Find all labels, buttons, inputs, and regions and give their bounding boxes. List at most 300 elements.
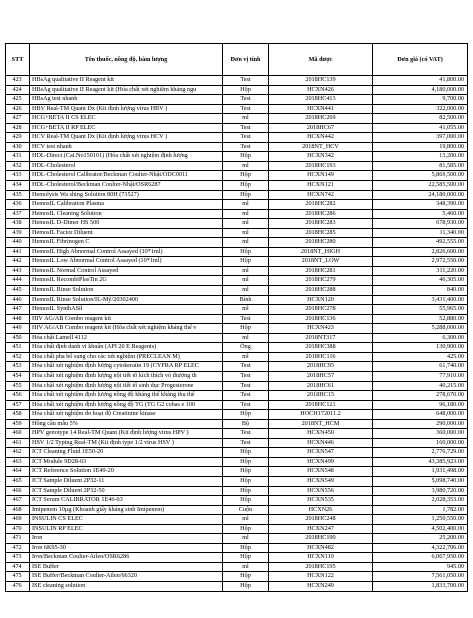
- row-name: Hóa chất xét nghiệm định lượng nội tiết tố sinh dục Progesterone: [30, 381, 223, 391]
- row-unit: ml: [223, 228, 269, 238]
- row-unit: Hộp: [223, 257, 269, 267]
- row-unit: Hộp: [223, 85, 269, 95]
- row-price: 25,200.00: [373, 534, 468, 544]
- row-stt: 452: [6, 352, 30, 362]
- row-code: HCXN342: [269, 152, 373, 162]
- row-price: 7,561,050.00: [373, 572, 468, 582]
- row-stt: 446: [6, 295, 30, 305]
- row-name: Hóa chất pha bổ sung cho các xét nghiệm (PRECLEAN M): [30, 352, 223, 362]
- row-price: 492,555.00: [373, 238, 468, 248]
- row-price: 40,215.00: [373, 381, 468, 391]
- header-name: Tên thuốc, nồng độ, hàm lượng: [30, 44, 223, 76]
- row-price: 945.00: [373, 562, 468, 572]
- row-code: 2018NT_HCM: [269, 419, 373, 429]
- row-price: 82,500.00: [373, 114, 468, 124]
- row-unit: Test: [223, 371, 269, 381]
- row-name: HPV genotype 14 Real-TM Quant (Kit định lượng virus HPV ): [30, 429, 223, 439]
- table-row: [6, 333, 468, 343]
- row-stt: 454: [6, 371, 30, 381]
- row-unit: Hộp: [223, 410, 269, 420]
- row-unit: Test: [223, 133, 269, 143]
- table-row: [6, 104, 468, 114]
- row-name: Hóa chất Lamell 4112: [30, 333, 223, 343]
- header-price: Đơn giá (có VAT): [373, 44, 468, 76]
- table-row: [6, 219, 468, 229]
- table-row: [6, 266, 468, 276]
- row-unit: ml: [223, 209, 269, 219]
- row-name: HemosIL D-Dimer HS 500: [30, 219, 223, 229]
- table-row: [6, 476, 468, 486]
- row-stt: 461: [6, 438, 30, 448]
- table-row: [6, 524, 468, 534]
- row-unit: ml: [223, 515, 269, 525]
- row-name: HCG+BETA II RP ELEC: [30, 123, 223, 133]
- table-row: [6, 400, 468, 410]
- row-stt: 424: [6, 85, 30, 95]
- row-code: HCXN556: [269, 486, 373, 496]
- table-row: [6, 123, 468, 133]
- row-stt: 436: [6, 200, 30, 210]
- row-price: 4,502,400.00: [373, 524, 468, 534]
- row-code: HCXN249: [269, 581, 373, 591]
- row-stt: 476: [6, 581, 30, 591]
- row-name: ISE Buffer/Beckman Coulter-Ailen/66320: [30, 572, 223, 582]
- row-stt: 423: [6, 76, 30, 86]
- row-name: Hemolysis Wa shing Solution 80H (73527): [30, 190, 223, 200]
- table-row: [6, 496, 468, 506]
- table-row: [6, 209, 468, 219]
- row-name: ICT Reference Solution 1E49-20: [30, 467, 223, 477]
- row-stt: 465: [6, 476, 30, 486]
- table-row: [6, 200, 468, 210]
- row-unit: ml: [223, 266, 269, 276]
- row-name: ISE cleaning solution: [30, 581, 223, 591]
- row-code: HCXN450: [269, 429, 373, 439]
- row-name: Hồng cầu mẫu 5%: [30, 419, 223, 429]
- table-row: [6, 467, 468, 477]
- row-stt: 438: [6, 219, 30, 229]
- table-row: [6, 161, 468, 171]
- row-name: HIV AG/AB Combo reagent kit: [30, 314, 223, 324]
- row-unit: Cuộn: [223, 505, 269, 515]
- row-name: Hóa chất xét nghiệm định lượng nồng độ kháng thể kháng thụ thể: [30, 391, 223, 401]
- row-price: 1,782.00: [373, 505, 468, 515]
- row-price: 81,585.00: [373, 161, 468, 171]
- row-name: HemosIL Rinse Solution/IL-Mỹ/20302400: [30, 295, 223, 305]
- row-stt: 442: [6, 257, 30, 267]
- table-row: [6, 305, 468, 315]
- row-unit: Hộp: [223, 553, 269, 563]
- row-price: 41,800.00: [373, 76, 468, 86]
- row-price: 160,000.00: [373, 438, 468, 448]
- table-row: [6, 276, 468, 286]
- row-name: HemosIL RecombiPlasTin 2G: [30, 276, 223, 286]
- table-row: [6, 295, 468, 305]
- row-price: 2,776,729.00: [373, 448, 468, 458]
- row-price: 278,670.00: [373, 391, 468, 401]
- row-stt: 462: [6, 448, 30, 458]
- row-name: HemosIL Cleaning Solution: [30, 209, 223, 219]
- row-name: HCV Real-TM Quant Dx (Kit định lượng virus HCV ): [30, 133, 223, 143]
- row-stt: 460: [6, 429, 30, 439]
- row-name: HSV 1/2 Typing Real-TM (Kit định type 1/2 virus HSV ): [30, 438, 223, 448]
- row-price: 43,385,923.00: [373, 457, 468, 467]
- row-code: HCXN535: [269, 496, 373, 506]
- header-code: Mã được: [269, 44, 373, 76]
- row-unit: ml: [223, 114, 269, 124]
- row-unit: Hộp: [223, 152, 269, 162]
- row-stt: 445: [6, 286, 30, 296]
- row-price: 41,055.00: [373, 123, 468, 133]
- row-price: 9,700.00: [373, 95, 468, 105]
- row-unit: Test: [223, 142, 269, 152]
- row-name: ISE Buffer: [30, 562, 223, 572]
- row-name: Hóa chất định danh vi khuẩn (API 20 E Reagents): [30, 343, 223, 353]
- row-name: HemosIL Rinse Solution: [30, 286, 223, 296]
- row-stt: 450: [6, 333, 30, 343]
- row-price: 2,028,353.00: [373, 496, 468, 506]
- row-price: 61,740.00: [373, 362, 468, 372]
- row-code: HCXN120: [269, 295, 373, 305]
- row-stt: 453: [6, 362, 30, 372]
- table-row: [6, 190, 468, 200]
- row-code: HCXN742: [269, 190, 373, 200]
- row-name: ICT Sample Diluent 2P32-11: [30, 476, 223, 486]
- table-row: [6, 76, 468, 86]
- row-stt: 437: [6, 209, 30, 219]
- row-stt: 433: [6, 171, 30, 181]
- row-stt: 469: [6, 515, 30, 525]
- row-unit: Hộp: [223, 476, 269, 486]
- row-name: HIV AG/AB Combo reagent kit (Hóa chất xét nghiệm kháng thể v: [30, 324, 223, 334]
- row-price: 290,000.00: [373, 419, 468, 429]
- row-price: 1,931,498.00: [373, 467, 468, 477]
- row-unit: Test: [223, 123, 269, 133]
- row-price: 19,800.00: [373, 142, 468, 152]
- row-code: 2018HC413: [269, 95, 373, 105]
- row-code: 2018HC121: [269, 400, 373, 410]
- row-price: 52,880.00: [373, 314, 468, 324]
- row-name: HemosIL Normal Control Assayed: [30, 266, 223, 276]
- row-code: HCXN121: [269, 181, 373, 191]
- row-code: HCXN441: [269, 104, 373, 114]
- table-row: [6, 429, 468, 439]
- row-stt: 467: [6, 496, 30, 506]
- row-name: HCG+BETA II CS ELEC: [30, 114, 223, 124]
- row-name: HemosIL Factor Diluent: [30, 228, 223, 238]
- row-stt: 470: [6, 524, 30, 534]
- row-code: HCXN547: [269, 448, 373, 458]
- row-stt: 431: [6, 152, 30, 162]
- row-price: 4,322,706.00: [373, 543, 468, 553]
- row-name: Iron/Beckman Coulter-Ailen/OSR6286: [30, 553, 223, 563]
- row-name: HemosIL Low Abnormal Control Assayed (10*1ml): [30, 257, 223, 267]
- row-code: HCXN548: [269, 467, 373, 477]
- table-row: [6, 371, 468, 381]
- row-price: 5,460.00: [373, 209, 468, 219]
- row-name: HBV Real-TM Quant Dx (Kit định lượng virus HBV ): [30, 104, 223, 114]
- row-code: 2018HC136: [269, 314, 373, 324]
- row-stt: 435: [6, 190, 30, 200]
- row-code: 2018HC281: [269, 266, 373, 276]
- row-stt: 463: [6, 457, 30, 467]
- row-price: 648,000.00: [373, 410, 468, 420]
- table-row: [6, 448, 468, 458]
- row-code: 2018NT_LOW: [269, 257, 373, 267]
- price-table: [5, 43, 468, 592]
- row-name: INSULIN RP ELEC: [30, 524, 223, 534]
- row-price: 11,340.00: [373, 228, 468, 238]
- row-name: HDL-Cholesterol Calibrator/Beckman Coulter-Nhật/ODC0011: [30, 171, 223, 181]
- row-code: 2018HC116: [269, 352, 373, 362]
- table-row: [6, 553, 468, 563]
- row-unit: ml: [223, 333, 269, 343]
- row-stt: 471: [6, 534, 30, 544]
- row-stt: 427: [6, 114, 30, 124]
- table-row: [6, 247, 468, 257]
- row-unit: ml: [223, 562, 269, 572]
- table-row: [6, 343, 468, 353]
- row-price: 3,980,720.00: [373, 486, 468, 496]
- row-code: HCXN119: [269, 553, 373, 563]
- table-row: [6, 286, 468, 296]
- row-price: 840.00: [373, 286, 468, 296]
- row-stt: 429: [6, 133, 30, 143]
- row-price: 425.00: [373, 352, 468, 362]
- row-unit: Hộp: [223, 247, 269, 257]
- row-name: Iron: [30, 534, 223, 544]
- row-stt: 441: [6, 247, 30, 257]
- row-name: HBsAg test nhanh: [30, 95, 223, 105]
- row-name: ICT Module 9D28-03: [30, 457, 223, 467]
- row-name: HBsAg qualitative II Reagent kit: [30, 76, 223, 86]
- row-name: Hóa chất xét nghiệm định lượng cytokeratin 19 (CYFRA RP ELEC: [30, 362, 223, 372]
- row-name: HDL-Cholesterol/Beckman Coulter-Nhật/OSR6287: [30, 181, 223, 191]
- table-row: [6, 228, 468, 238]
- row-code: HOCH172011.2: [269, 410, 373, 420]
- row-unit: Test: [223, 362, 269, 372]
- row-code: HCXN442: [269, 133, 373, 143]
- row-code: 2018HC15: [269, 391, 373, 401]
- table-row: [6, 515, 468, 525]
- row-code: 2018HC288: [269, 286, 373, 296]
- row-unit: ml: [223, 219, 269, 229]
- row-code: HCXN149: [269, 171, 373, 181]
- row-name: HemosIL SynthASil: [30, 305, 223, 315]
- table-body: [6, 76, 468, 592]
- row-code: 2018HC57: [269, 371, 373, 381]
- row-stt: 443: [6, 266, 30, 276]
- row-code: 2018HC280: [269, 238, 373, 248]
- row-price: 24,180,000.00: [373, 190, 468, 200]
- row-unit: Test: [223, 400, 269, 410]
- row-code: 2018HC278: [269, 305, 373, 315]
- row-code: HCXN482: [269, 543, 373, 553]
- row-name: ICT Sample Diluent 2P32-50: [30, 486, 223, 496]
- row-stt: 459: [6, 419, 30, 429]
- row-unit: Hộp: [223, 524, 269, 534]
- table-row: [6, 457, 468, 467]
- row-stt: 434: [6, 181, 30, 191]
- row-stt: 466: [6, 486, 30, 496]
- table-row: [6, 562, 468, 572]
- table-row: [6, 133, 468, 143]
- row-code: HCXN499: [269, 457, 373, 467]
- row-code: 2018HC388: [269, 343, 373, 353]
- row-code: 2018HC279: [269, 276, 373, 286]
- row-stt: 425: [6, 95, 30, 105]
- row-unit: Test: [223, 391, 269, 401]
- row-name: Hóa chất xét nghiệm đo hoạt độ Creatinine kinase: [30, 410, 223, 420]
- row-unit: ml: [223, 238, 269, 248]
- row-stt: 430: [6, 142, 30, 152]
- row-name: HDL-Cholesterol: [30, 161, 223, 171]
- row-unit: Hộp: [223, 448, 269, 458]
- row-stt: 468: [6, 505, 30, 515]
- row-code: 2018HC61: [269, 381, 373, 391]
- row-code: 2018HC67: [269, 123, 373, 133]
- table-row: [6, 410, 468, 420]
- table-row: [6, 142, 468, 152]
- row-unit: Hộp: [223, 581, 269, 591]
- table-row: [6, 362, 468, 372]
- table-row: [6, 534, 468, 544]
- table-row: [6, 114, 468, 124]
- row-stt: 432: [6, 161, 30, 171]
- row-unit: Test: [223, 95, 269, 105]
- row-price: 5,098,740.00: [373, 476, 468, 486]
- row-unit: ml: [223, 161, 269, 171]
- table-header-row: [6, 44, 468, 76]
- row-name: ICT Serum CALIBRATOR 1E46-03: [30, 496, 223, 506]
- table-row: [6, 572, 468, 582]
- row-price: 6,067,950.00: [373, 553, 468, 563]
- row-code: HCXN423: [269, 324, 373, 334]
- table-row: [6, 238, 468, 248]
- row-name: HemosIL Calibration Plasma: [30, 200, 223, 210]
- row-stt: 455: [6, 381, 30, 391]
- row-unit: Hộp: [223, 171, 269, 181]
- row-stt: 473: [6, 553, 30, 563]
- row-stt: 475: [6, 572, 30, 582]
- row-stt: 426: [6, 104, 30, 114]
- row-price: 22,585,500.00: [373, 181, 468, 191]
- row-unit: Bộ: [223, 419, 269, 429]
- row-price: 2,972,550.00: [373, 257, 468, 267]
- row-stt: 448: [6, 314, 30, 324]
- table-row: [6, 152, 468, 162]
- row-stt: 464: [6, 467, 30, 477]
- row-name: INSULIN CS ELEC: [30, 515, 223, 525]
- row-unit: ml: [223, 276, 269, 286]
- row-price: 6,300.00: [373, 333, 468, 343]
- row-unit: Hộp: [223, 467, 269, 477]
- row-unit: Hộp: [223, 543, 269, 553]
- row-price: 55,965.00: [373, 305, 468, 315]
- row-unit: Hộp: [223, 457, 269, 467]
- row-price: 360,000.00: [373, 429, 468, 439]
- table-row: [6, 95, 468, 105]
- row-price: 46,305.00: [373, 276, 468, 286]
- row-price: 3,431,400.00: [373, 295, 468, 305]
- row-price: 2,826,600.00: [373, 247, 468, 257]
- row-stt: 456: [6, 391, 30, 401]
- row-unit: ml: [223, 200, 269, 210]
- row-price: 322,000.00: [373, 104, 468, 114]
- table-row: [6, 314, 468, 324]
- row-unit: Hộp: [223, 190, 269, 200]
- row-unit: ml: [223, 286, 269, 296]
- row-unit: Test: [223, 438, 269, 448]
- row-code: 2018HC190: [269, 534, 373, 544]
- row-name: HCV test nhanh: [30, 142, 223, 152]
- row-name: HemosIL High Abnormal Control Assayed (10*1ml): [30, 247, 223, 257]
- row-code: 2018HC269: [269, 114, 373, 124]
- row-code: HCXN426: [269, 85, 373, 95]
- table-row: [6, 486, 468, 496]
- row-stt: 458: [6, 410, 30, 420]
- table-row: [6, 391, 468, 401]
- row-stt: 472: [6, 543, 30, 553]
- table-row: [6, 181, 468, 191]
- row-name: Iron 6K95-30: [30, 543, 223, 553]
- row-stt: 444: [6, 276, 30, 286]
- row-code: 2018HC248: [269, 515, 373, 525]
- row-price: 4,180,000.00: [373, 85, 468, 95]
- row-name: HemosIL Fibrinogen C: [30, 238, 223, 248]
- row-code: 2018HC193: [269, 161, 373, 171]
- row-name: Hóa chất xét nghiệm định lượng nội tiết tố kích thích vỏ thượng th: [30, 371, 223, 381]
- table-row: [6, 581, 468, 591]
- row-code: HCXN446: [269, 438, 373, 448]
- row-code: HCXN26: [269, 505, 373, 515]
- table-row: [6, 352, 468, 362]
- row-code: HCXN247: [269, 524, 373, 534]
- row-stt: 428: [6, 123, 30, 133]
- row-name: ICT Cleaning Fluid 1E50-20: [30, 448, 223, 458]
- row-unit: Test: [223, 381, 269, 391]
- table-row: [6, 543, 468, 553]
- table-row: [6, 324, 468, 334]
- row-unit: Test: [223, 76, 269, 86]
- row-unit: Hộp: [223, 324, 269, 334]
- row-price: 397,000.00: [373, 133, 468, 143]
- row-name: HDL-Direct (Cat.No150101) (Hóa chất xét nghiệm định lượng: [30, 152, 223, 162]
- row-price: 1,833,700.00: [373, 581, 468, 591]
- row-stt: 449: [6, 324, 30, 334]
- row-price: 96,180.00: [373, 400, 468, 410]
- table-row: [6, 438, 468, 448]
- row-code: 2018HC139: [269, 76, 373, 86]
- row-stt: 457: [6, 400, 30, 410]
- row-name: HBsAg qualitative II Reagent kit (Hóa chất xét nghiệm kháng ngu: [30, 85, 223, 95]
- row-unit: ml: [223, 352, 269, 362]
- table-row: [6, 505, 468, 515]
- row-stt: 439: [6, 228, 30, 238]
- row-stt: 447: [6, 305, 30, 315]
- header-unit: Đơn vị tính: [223, 44, 269, 76]
- row-unit: Hộp: [223, 496, 269, 506]
- row-price: 77,910.00: [373, 371, 468, 381]
- row-unit: Hộp: [223, 572, 269, 582]
- header-stt: STT: [6, 44, 30, 76]
- row-name: Imipenem 10µg (Khoanh giấy kháng sinh Imipenem): [30, 505, 223, 515]
- row-price: 311,220.00: [373, 266, 468, 276]
- row-code: 2018HC195: [269, 562, 373, 572]
- row-unit: Hộp: [223, 181, 269, 191]
- row-stt: 474: [6, 562, 30, 572]
- row-price: 5,869,500.00: [373, 171, 468, 181]
